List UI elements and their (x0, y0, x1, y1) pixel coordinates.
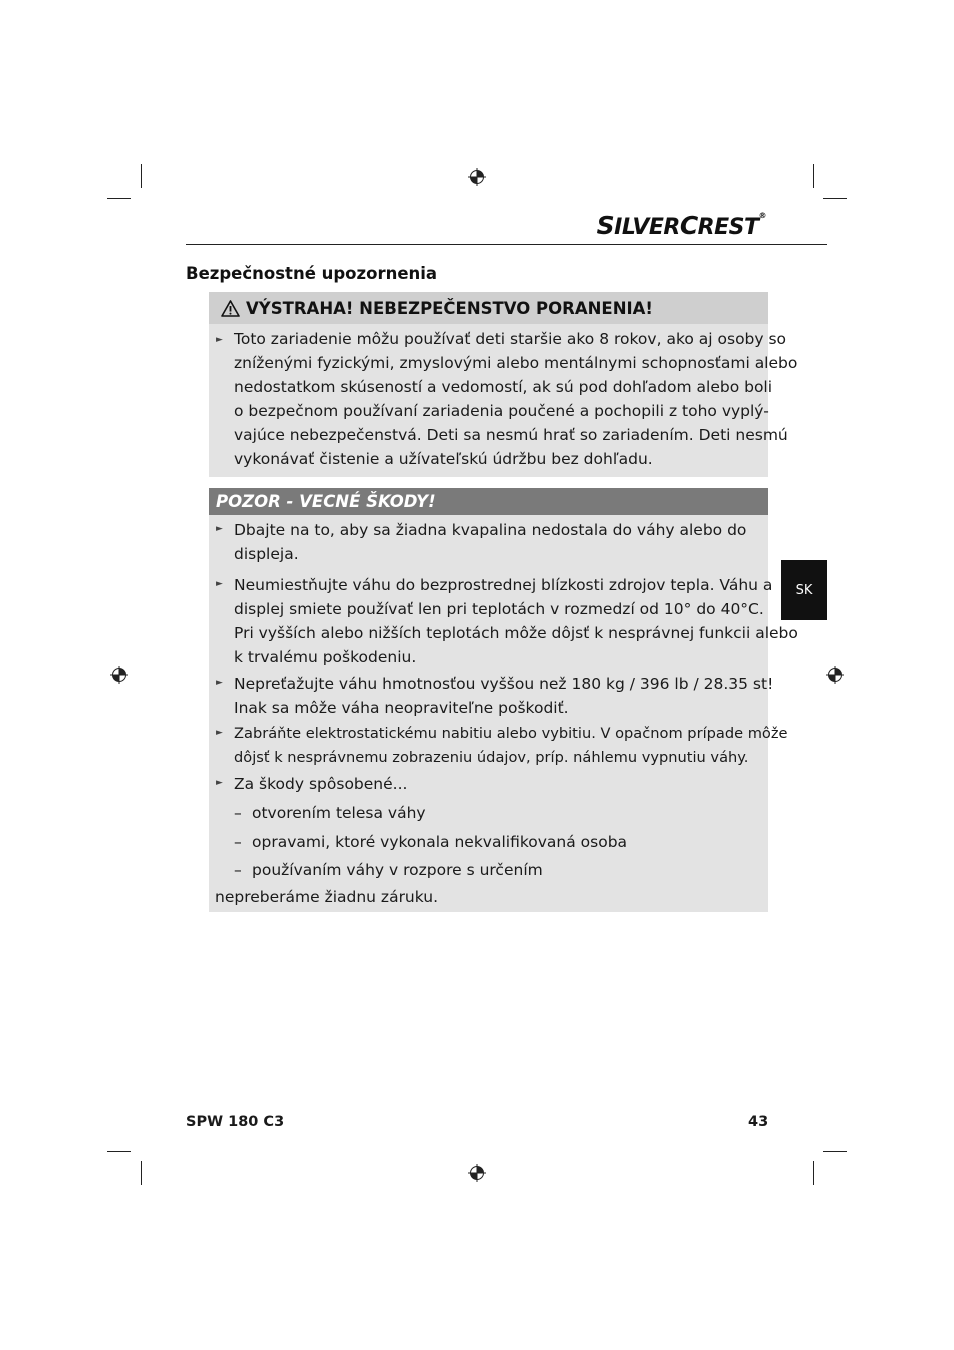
crop-mark (107, 1151, 131, 1152)
crop-mark (823, 1151, 847, 1152)
bullet-arrow-icon: ► (216, 335, 223, 345)
list-item: Za škody spôsobené... (234, 775, 408, 793)
header-rule (186, 244, 827, 245)
list-item: Nepreťažujte váhu hmotnosťou vyššou než 180 kg / 396 lb / 28.35 st! Inak sa môže váha neopraviteľne poškodiť. (234, 675, 774, 717)
bullet-arrow-icon: ► (216, 778, 223, 788)
list-item: Dbajte na to, aby sa žiadna kvapalina nedostala do váhy alebo do displeja. (234, 521, 747, 563)
bullet-arrow-icon: ► (216, 524, 223, 534)
crop-mark (141, 164, 142, 188)
caution-heading: POZOR - VECNÉ ŠKODY! (209, 488, 768, 515)
crop-mark (141, 1161, 142, 1185)
list-item: Neumiestňujte váhu do bezprostrednej blízkosti zdrojov tepla. Váhu a displej smiete používať len pri teplotách v rozmedzí od 10° do 40°C. Pri vyšších alebo nižších teplotách môže dôjsť k nesprávnej funkcii alebo k trvalému poškodeniu. (234, 576, 798, 666)
brand-logo: SILVERCREST® (596, 211, 766, 240)
caution-box (209, 488, 798, 912)
warning-triangle-icon (221, 300, 240, 317)
dash-list-item: – otvorením telesa váhy (234, 804, 426, 822)
registration-mark-icon (110, 666, 128, 684)
registration-mark-icon (826, 666, 844, 684)
registration-mark-icon (468, 168, 486, 186)
list-item: Zabráňte elektrostatickému nabitiu alebo vybitiu. V opačnom prípade môže dôjsť k nesprávnemu zobrazeniu údajov, príp. náhlemu vypnutiu váhy. (234, 725, 788, 766)
closing-text: nepreberáme žiadnu záruku. (215, 888, 439, 906)
crop-mark (813, 1161, 814, 1185)
crop-mark (813, 164, 814, 188)
section-title: Bezpečnostné upozornenia (186, 264, 438, 283)
footer-model: SPW 180 C3 (186, 1114, 285, 1130)
bullet-arrow-icon: ► (216, 728, 223, 738)
language-tab: SK (781, 560, 827, 620)
dash-list-item: – používaním váhy v rozpore s určením (234, 861, 543, 879)
warning-box (209, 292, 798, 477)
crop-mark (107, 198, 131, 199)
crop-mark (823, 198, 847, 199)
warning-text: Toto zariadenie môžu používať deti staršie ako 8 rokov, ako aj osoby so zníženými fyzickými, zmyslovými alebo mentálnymi schopnosťami alebo nedostatkom skúseností a vedomostí, ak sú pod dohľadom alebo boli o bezpečnom používaní zariadenia poučené a pochopili z toho vyplý- vajúce nebezpečenstvá. Deti sa nesmú hrať so zariadením. Deti nesmú vykonávať čistenie a užívateľskú údržbu bez dohľadu. (234, 330, 798, 468)
page-number: 43 (748, 1114, 769, 1130)
bullet-arrow-icon: ► (216, 579, 223, 589)
registration-mark-icon (468, 1164, 486, 1182)
dash-list-item: – opravami, ktoré vykonala nekvalifikovaná osoba (234, 833, 628, 851)
warning-heading: VÝSTRAHA! NEBEZPEČENSTVO PORANENIA! (209, 292, 768, 324)
bullet-arrow-icon: ► (216, 678, 223, 688)
